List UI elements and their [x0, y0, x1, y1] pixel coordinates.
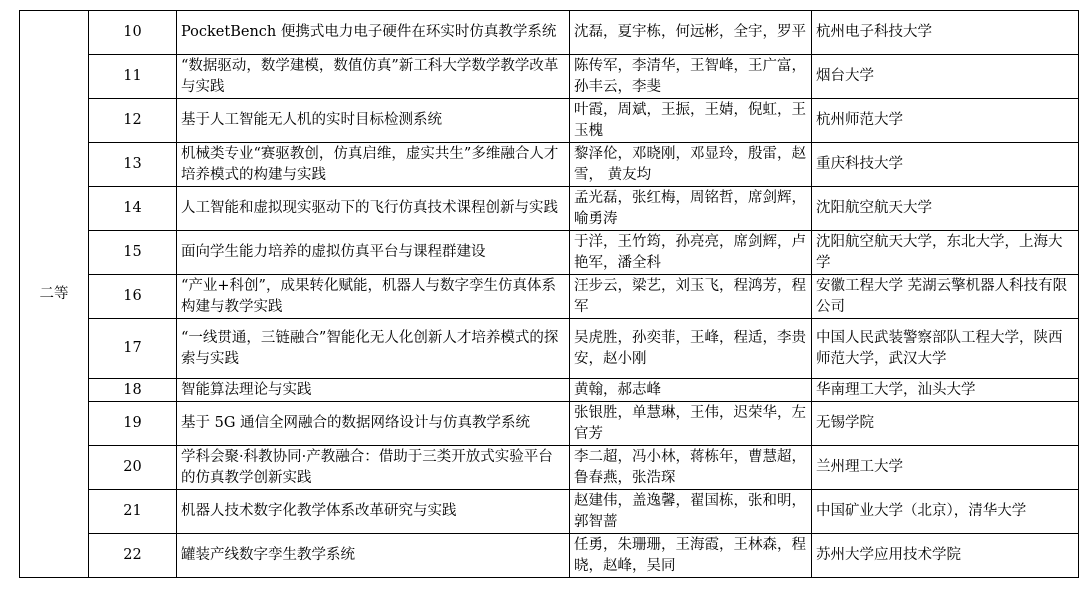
table-row — [20, 11, 1079, 55]
row-number-cell: 12 — [89, 99, 177, 143]
authors-cell: 黎泽伦，邓晓刚，邓显玲，殷雷，赵雪， 黄友均 — [570, 143, 812, 187]
authors-cell: 任勇，朱珊珊，王海霞，王林森，程晓，赵峰，吴同 — [570, 534, 812, 578]
row-number-cell: 13 — [89, 143, 177, 187]
organization-cell: 华南理工大学，汕头大学 — [812, 379, 1079, 402]
authors-cell: 于洋，王竹筠，孙亮亮，席剑辉，卢艳军，潘全科 — [570, 231, 812, 275]
table-row — [20, 275, 1079, 319]
table-row — [20, 534, 1079, 578]
project-title-cell: 学科会聚·科教协同·产教融合：借助于三类开放式实验平台的仿真教学创新实践 — [177, 446, 570, 490]
row-number-cell: 20 — [89, 446, 177, 490]
authors-cell: 沈磊，夏宇栋，何远彬，全宇，罗平 — [570, 11, 812, 55]
project-title-cell: 机械类专业“赛驱教创，仿真启维，虚实共生”多维融合人才培养模式的构建与实践 — [177, 143, 570, 187]
organization-cell: 兰州理工大学 — [812, 446, 1079, 490]
project-title-cell: “一线贯通，三链融合”智能化无人化创新人才培养模式的探索与实践 — [177, 319, 570, 379]
award-table — [19, 10, 1079, 578]
organization-cell: 重庆科技大学 — [812, 143, 1079, 187]
project-title-cell: 机器人技术数字化教学体系改革研究与实践 — [177, 490, 570, 534]
project-title-cell: PocketBench 便携式电力电子硬件在环实时仿真教学系统 — [177, 11, 570, 55]
project-title-cell: 面向学生能力培养的虚拟仿真平台与课程群建设 — [177, 231, 570, 275]
row-number-cell: 15 — [89, 231, 177, 275]
row-number-cell: 22 — [89, 534, 177, 578]
row-number-cell: 14 — [89, 187, 177, 231]
table-row — [20, 143, 1079, 187]
project-title-cell: 基于人工智能无人机的实时目标检测系统 — [177, 99, 570, 143]
authors-cell: 李二超，冯小林，蒋栋年，曹慧超，鲁春燕，张浩琛 — [570, 446, 812, 490]
table-row — [20, 187, 1079, 231]
organization-cell: 沈阳航空航天大学，东北大学，上海大学 — [812, 231, 1079, 275]
table-row — [20, 379, 1079, 402]
project-title-cell: “数据驱动，数学建模，数值仿真”新工科大学数学教学改革与实践 — [177, 55, 570, 99]
table-row — [20, 231, 1079, 275]
organization-cell: 烟台大学 — [812, 55, 1079, 99]
organization-cell: 中国人民武装警察部队工程大学，陕西师范大学，武汉大学 — [812, 319, 1079, 379]
authors-cell: 黄翰，郝志峰 — [570, 379, 812, 402]
organization-cell: 杭州电子科技大学 — [812, 11, 1079, 55]
authors-cell: 吴虎胜，孙奕菲，王峰，程适，李贵安，赵小刚 — [570, 319, 812, 379]
organization-cell: 安徽工程大学 芜湖云擎机器人科技有限公司 — [812, 275, 1079, 319]
table-row — [20, 402, 1079, 446]
row-number-cell: 17 — [89, 319, 177, 379]
table-row — [20, 99, 1079, 143]
table-row — [20, 319, 1079, 379]
authors-cell: 汪步云，梁艺，刘玉飞，程鸿芳，程军 — [570, 275, 812, 319]
organization-cell: 中国矿业大学（北京），清华大学 — [812, 490, 1079, 534]
row-number-cell: 18 — [89, 379, 177, 402]
row-number-cell: 21 — [89, 490, 177, 534]
authors-cell: 陈传军，李清华，王智峰，王广富，孙丰云，李斐 — [570, 55, 812, 99]
authors-cell: 赵建伟，盖逸馨，翟国栋，张和明，郭智蔷 — [570, 490, 812, 534]
authors-cell: 孟光磊，张红梅，周铭哲，席剑辉，喻勇涛 — [570, 187, 812, 231]
organization-cell: 无锡学院 — [812, 402, 1079, 446]
award-table-body — [20, 11, 1079, 578]
project-title-cell: “产业+科创”，成果转化赋能，机器人与数字孪生仿真体系构建与教学实践 — [177, 275, 570, 319]
table-row — [20, 490, 1079, 534]
authors-cell: 张银胜，单慧琳，王伟，迟荣华，左官芳 — [570, 402, 812, 446]
row-number-cell: 11 — [89, 55, 177, 99]
project-title-cell: 罐装产线数字孪生教学系统 — [177, 534, 570, 578]
table-row — [20, 446, 1079, 490]
table-row — [20, 55, 1079, 99]
organization-cell: 沈阳航空航天大学 — [812, 187, 1079, 231]
project-title-cell: 基于 5G 通信全网融合的数据网络设计与仿真教学系统 — [177, 402, 570, 446]
organization-cell: 苏州大学应用技术学院 — [812, 534, 1079, 578]
authors-cell: 叶霞，周斌，王振，王婧，倪虹，王玉槐 — [570, 99, 812, 143]
award-grade-cell: 二等 — [20, 11, 89, 578]
organization-cell: 杭州师范大学 — [812, 99, 1079, 143]
project-title-cell: 智能算法理论与实践 — [177, 379, 570, 402]
project-title-cell: 人工智能和虚拟现实驱动下的飞行仿真技术课程创新与实践 — [177, 187, 570, 231]
row-number-cell: 16 — [89, 275, 177, 319]
row-number-cell: 19 — [89, 402, 177, 446]
row-number-cell: 10 — [89, 11, 177, 55]
